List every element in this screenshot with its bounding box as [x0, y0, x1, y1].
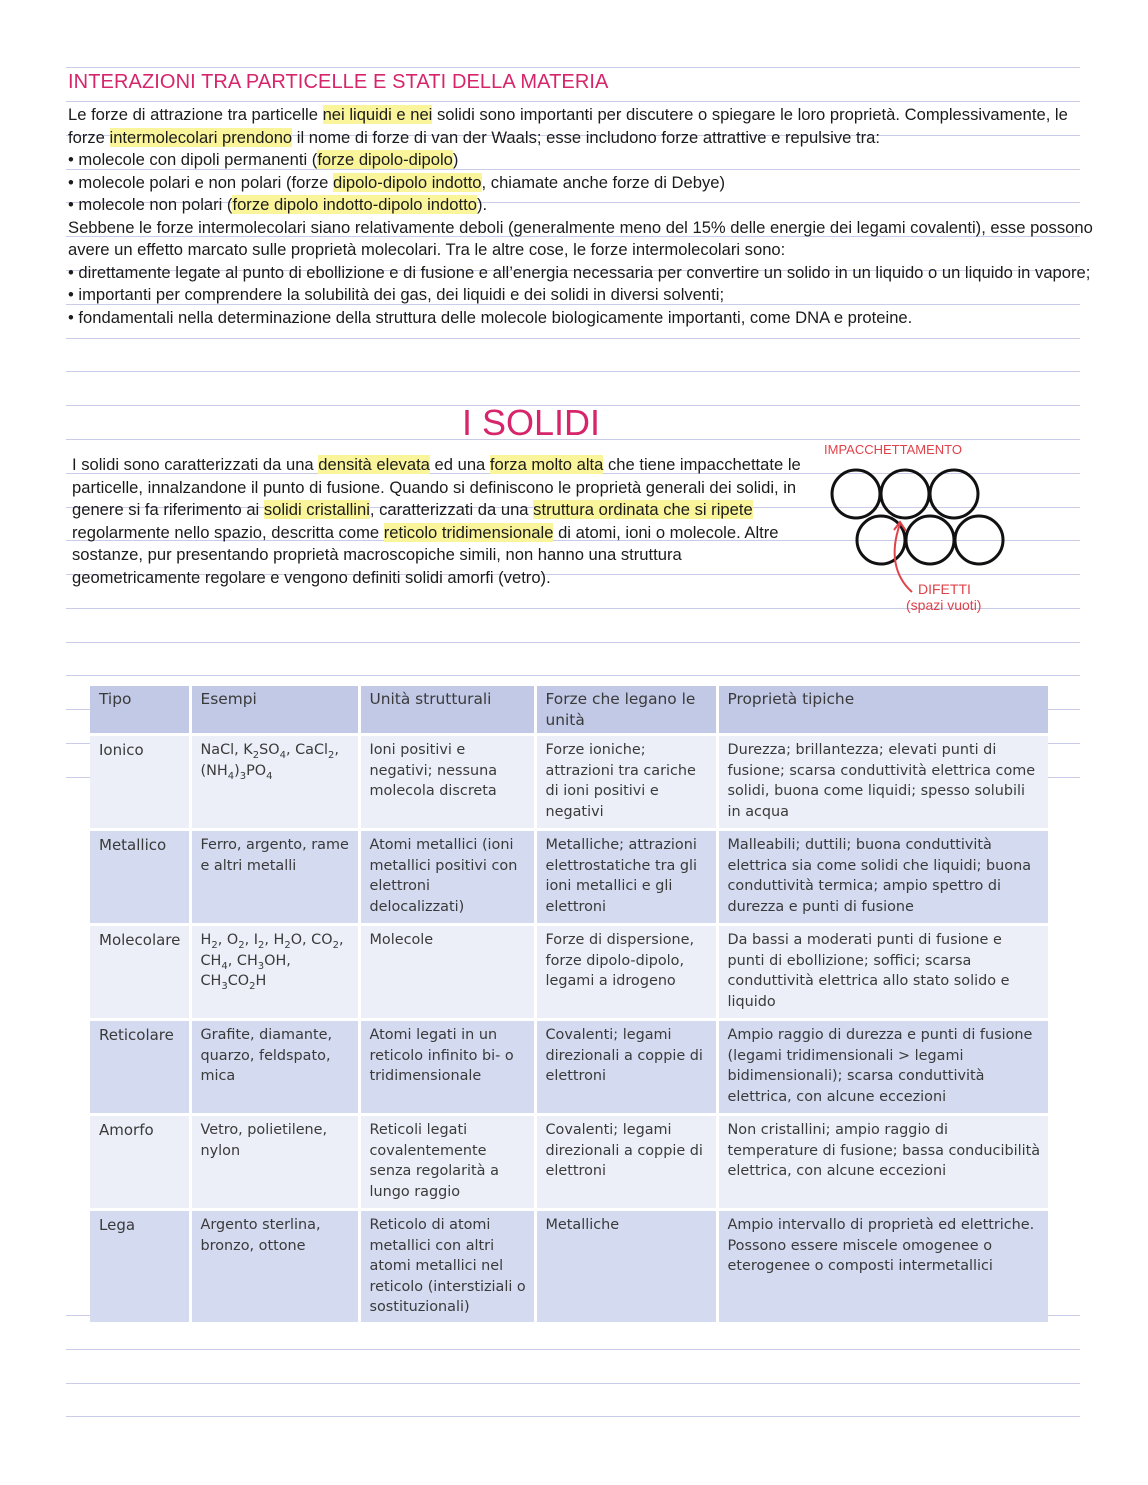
- particle: [955, 516, 1003, 564]
- cell-proprieta: Ampio raggio di durezza e punti di fusione (legami tridimensionali > legami bidimensionali); scarsa conduttività elettrica, con alcune eccezioni: [717, 1020, 1048, 1115]
- cell-tipo: Ionico: [90, 735, 190, 830]
- cell-forze: Metalliche: [535, 1210, 717, 1324]
- ruled-line: [66, 675, 1080, 676]
- cell-unita: Atomi metallici (ioni metallici positivi con elettroni delocalizzati): [359, 830, 535, 925]
- table-row: [90, 1115, 1048, 1210]
- column-header: Esempi: [190, 686, 359, 735]
- ruled-line: [66, 338, 1080, 339]
- table-row: [90, 1020, 1048, 1115]
- sketch-label-defects: DIFETTI: [918, 581, 971, 597]
- page-title: I SOLIDI: [462, 402, 601, 443]
- ruled-line: [66, 101, 1080, 102]
- sketch-label-packing: IMPACCHETTAMENTO: [824, 442, 962, 457]
- bullet-item: • direttamente legate al punto di ebollizione e di fusione e all’energia necessaria per convertire un solido in un liquido o un liquido in vapore;: [68, 262, 1091, 282]
- cell-tipo: Molecolare: [90, 925, 190, 1020]
- intro-paragraph: Le forze di attrazione tra particelle nei liquidi e nei solidi sono importanti per discutere o spiegare le loro proprietà. Complessivamente, le forze intermolecolari prendono il nome di forze di van der Waals; esse includono forze attrattive e repulsive tra:: [68, 105, 1068, 147]
- cell-esempi: Grafite, diamante, quarzo, feldspato, mica: [190, 1020, 359, 1115]
- intro-paragraph-2: Sebbene le forze intermolecolari siano relativamente deboli (generalmente meno del 15% delle energie dei legami covalenti), esse possono avere un effetto marcato sulle proprietà molecolari. Tra le altre cose, le forze intermolecolari sono:: [68, 217, 1093, 259]
- packing-sketch: [810, 436, 1050, 626]
- table-row: [90, 830, 1048, 925]
- ruled-line: [66, 1349, 1080, 1350]
- cell-proprieta: Non cristallini; ampio raggio di temperature di fusione; bassa conducibilità elettrica, con alcune eccezioni: [717, 1115, 1048, 1210]
- cell-tipo: Lega: [90, 1210, 190, 1324]
- cell-forze: Covalenti; legami direzionali a coppie di elettroni: [535, 1020, 717, 1115]
- particle: [906, 516, 954, 564]
- cell-proprieta: Durezza; brillantezza; elevati punti di fusione; scarsa conduttività elettrica come solidi, buona come liquidi; spesso solubili in acqua: [717, 735, 1048, 830]
- table-row: [90, 735, 1048, 830]
- ruled-line: [66, 1383, 1080, 1384]
- cell-proprieta: Malleabili; duttili; buona conduttività elettrica sia come solidi che liquidi; buona conduttività termica; ampio spettro di durezza e punti di fusione: [717, 830, 1048, 925]
- ruled-line: [66, 371, 1080, 372]
- cell-tipo: Amorfo: [90, 1115, 190, 1210]
- cell-esempi: Vetro, polietilene, nylon: [190, 1115, 359, 1210]
- particle: [832, 470, 880, 518]
- cell-unita: Atomi legati in un reticolo infinito bi- o tridimensionale: [359, 1020, 535, 1115]
- cell-unita: Reticolo di atomi metallici con altri atomi metallici nel reticolo (interstiziali o sostituzionali): [359, 1210, 535, 1324]
- particle: [857, 516, 905, 564]
- column-header: Proprietà tipiche: [717, 686, 1048, 735]
- ruled-line: [66, 67, 1080, 68]
- cell-forze: Forze ioniche; attrazioni tra cariche di ioni positivi e negativi: [535, 735, 717, 830]
- cell-unita: Ioni positivi e negativi; nessuna molecola discreta: [359, 735, 535, 830]
- table-row: [90, 1210, 1048, 1324]
- cell-esempi: Ferro, argento, rame e altri metalli: [190, 830, 359, 925]
- intro-text: [68, 104, 1098, 329]
- table-row: [90, 925, 1048, 1020]
- column-header: Unità strutturali: [359, 686, 535, 735]
- column-header: Forze che legano le unità: [535, 686, 717, 735]
- cell-esempi: NaCl, $K_2SO_4$, CaCl$_2$, $(NH_4)_3PO_4$: [190, 735, 359, 830]
- cell-forze: Metalliche; attrazioni elettrostatiche tra gli ioni metallici e gli elettroni: [535, 830, 717, 925]
- ruled-line: [66, 1416, 1080, 1417]
- cell-unita: Molecole: [359, 925, 535, 1020]
- particle: [881, 470, 929, 518]
- cell-tipo: Reticolare: [90, 1020, 190, 1115]
- column-header: Tipo: [90, 686, 190, 735]
- cell-forze: Covalenti; legami direzionali a coppie di elettroni: [535, 1115, 717, 1210]
- bullet-item: • importanti per comprendere la solubilità dei gas, dei liquidi e dei solidi in diversi solventi;: [68, 285, 725, 304]
- section-title: INTERAZIONI TRA PARTICELLE E STATI DELLA MATERIA: [68, 71, 609, 93]
- cell-proprieta: Ampio intervallo di proprietà ed elettriche. Possono essere miscele omogenee o eterogenee o composti intermetallici: [717, 1210, 1048, 1324]
- particle: [930, 470, 978, 518]
- cell-unita: Reticoli legati covalentemente senza regolarità a lungo raggio: [359, 1115, 535, 1210]
- sketch-label-empty-spaces: (spazi vuoti): [906, 597, 982, 613]
- table-header-row: [90, 686, 1048, 735]
- cell-esempi: $H_2$, $O_2$, $I_2$, $H_2O$, $CO_2$, $CH_4$, $CH_3OH$, $CH_3CO_2H$: [190, 925, 359, 1020]
- solids-paragraph: I solidi sono caratterizzati da una densità elevata ed una forza molto alta che tiene impacchettate le particelle, innalzandone il punto di fusione. Quando si definiscono le proprietà generali dei solidi, in genere si fa riferimento ai solidi cristallini, caratterizzati da una struttura ordinata che si ripete regolarmente nello spazio, descritta come reticolo tridimensionale di atomi, ioni o molecole. Altre sostanze, pur presentando proprietà macroscopiche simili, non hanno una struttura geometricamente regolare e vengono definiti solidi amorfi (vetro).: [72, 455, 801, 587]
- cell-forze: Forze di dispersione, forze dipolo-dipolo, legami a idrogeno: [535, 925, 717, 1020]
- bullet-item: • fondamentali nella determinazione della struttura delle molecole biologicamente importanti, come DNA e proteine.: [68, 307, 913, 327]
- bullet-item: • molecole non polari (forze dipolo indotto-dipolo indotto).: [68, 195, 488, 214]
- cell-tipo: Metallico: [90, 830, 190, 925]
- cell-proprieta: Da bassi a moderati punti di fusione e punti di ebollizione; soffici; scarsa conduttività elettrica allo stato solido e liquido: [717, 925, 1048, 1020]
- cell-esempi: Argento sterlina, bronzo, ottone: [190, 1210, 359, 1324]
- ruled-line: [66, 642, 1080, 643]
- solids-table: [90, 686, 1048, 1325]
- bullet-item: • molecole polari e non polari (forze dipolo-dipolo indotto, chiamate anche forze di Debye): [68, 172, 726, 192]
- bullet-item: • molecole con dipoli permanenti (forze dipolo-dipolo): [68, 150, 459, 169]
